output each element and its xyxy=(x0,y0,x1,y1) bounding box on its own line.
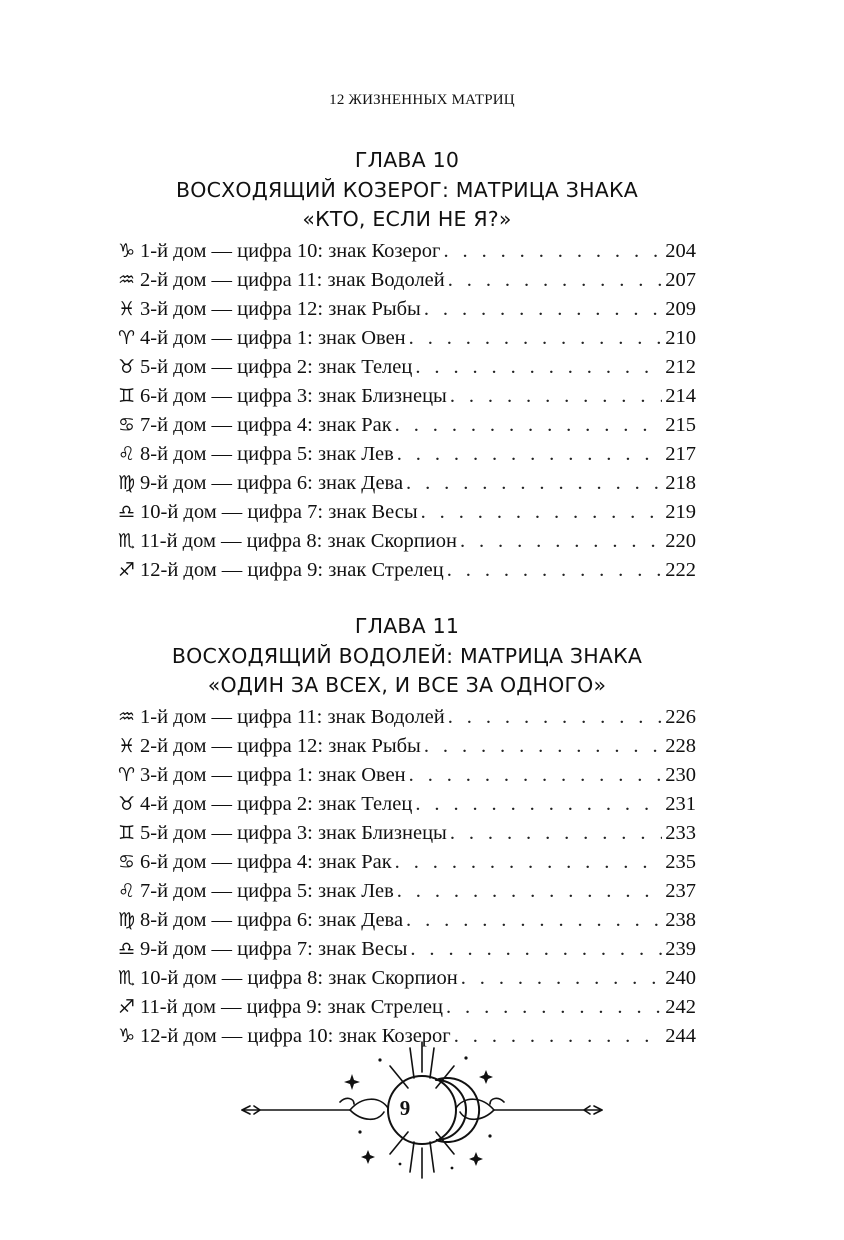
toc-entry-page: 242 xyxy=(665,995,696,1018)
gemini-icon: ♊ xyxy=(118,821,136,844)
toc-entry[interactable] xyxy=(118,964,696,993)
chapter-label: ГЛАВА 11 xyxy=(354,614,460,638)
chapter-label: ГЛАВА 10 xyxy=(354,148,460,172)
toc-entry-page: 230 xyxy=(665,763,696,786)
toc-entry-title: 8-й дом — цифра 6: знак Дева xyxy=(140,908,404,931)
toc-entry-page: 210 xyxy=(665,326,696,349)
toc-entry-title: 2-й дом — цифра 12: знак Рыбы xyxy=(140,734,421,757)
toc-entry[interactable] xyxy=(118,469,696,498)
toc-entry-title: 10-й дом — цифра 7: знак Весы xyxy=(140,500,418,523)
pisces-icon: ♓ xyxy=(118,734,136,757)
chapter-title: ВОСХОДЯЩИЙ ВОДОЛЕЙ: МАТРИЦА ЗНАКА xyxy=(171,643,643,668)
toc-entry[interactable] xyxy=(118,848,696,877)
toc-entry[interactable] xyxy=(118,732,696,761)
dot-leader xyxy=(443,237,662,266)
dot-leader xyxy=(415,790,662,819)
toc-entry[interactable] xyxy=(118,877,696,906)
toc-entry-title: 8-й дом — цифра 5: знак Лев xyxy=(140,442,394,465)
toc-entry-page: 238 xyxy=(665,908,696,931)
chapter-subtitle: «ОДИН ЗА ВСЕХ, И ВСЕ ЗА ОДНОГО» xyxy=(207,673,607,697)
dot-leader xyxy=(424,295,662,324)
dot-leader xyxy=(395,848,663,877)
libra-icon: ♎ xyxy=(118,937,136,960)
toc-entry-page: 218 xyxy=(665,471,696,494)
dot-leader xyxy=(448,703,663,732)
pisces-icon: ♓ xyxy=(118,297,136,320)
toc-entry[interactable] xyxy=(118,440,696,469)
page-number: 9 xyxy=(399,1096,411,1120)
aries-icon: ♈ xyxy=(118,763,136,786)
dot-leader xyxy=(450,819,662,848)
toc-entry[interactable] xyxy=(118,703,696,732)
toc-entry-page: 226 xyxy=(665,705,696,728)
dot-leader xyxy=(450,382,662,411)
dot-leader xyxy=(448,266,663,295)
toc-entry-title: 5-й дом — цифра 2: знак Телец xyxy=(140,355,413,378)
chapter-11 xyxy=(118,612,696,1051)
toc-entry-page: 209 xyxy=(665,297,696,320)
dot-leader xyxy=(460,527,662,556)
toc-entry[interactable] xyxy=(118,761,696,790)
toc-entry-page: 219 xyxy=(665,500,696,523)
cancer-icon: ♋ xyxy=(118,413,136,436)
toc-entry-title: 4-й дом — цифра 2: знак Телец xyxy=(140,792,413,815)
toc-entry-title: 7-й дом — цифра 4: знак Рак xyxy=(140,413,392,436)
dot-leader xyxy=(397,440,663,469)
toc-entry-title: 12-й дом — цифра 10: знак Козерог xyxy=(140,1024,451,1047)
dot-leader xyxy=(406,906,662,935)
toc-entry[interactable] xyxy=(118,790,696,819)
toc-entry-title: 11-й дом — цифра 9: знак Стрелец xyxy=(140,995,443,1018)
toc-entry-title: 6-й дом — цифра 4: знак Рак xyxy=(140,850,392,873)
toc-entry-page: 244 xyxy=(665,1024,696,1047)
toc-entry-title: 9-й дом — цифра 6: знак Дева xyxy=(140,471,404,494)
aries-icon: ♈ xyxy=(118,326,136,349)
toc-entry-page: 215 xyxy=(665,413,696,436)
running-head: 12 ЖИЗНЕННЫХ МАТРИЦ xyxy=(329,92,515,108)
toc-entry-page: 212 xyxy=(665,355,696,378)
chapter-title: ВОСХОДЯЩИЙ КОЗЕРОГ: МАТРИЦА ЗНАКА xyxy=(176,177,638,202)
aquarius-icon: ♒ xyxy=(118,268,136,291)
toc-entry-title: 5-й дом — цифра 3: знак Близнецы xyxy=(140,821,447,844)
toc-list xyxy=(118,237,696,585)
toc-entry-page: 237 xyxy=(665,879,696,902)
scorpio-icon: ♏ xyxy=(118,966,136,989)
toc-entry-title: 10-й дом — цифра 8: знак Скорпион xyxy=(140,966,458,989)
dot-leader xyxy=(446,993,662,1022)
toc-entry-page: 228 xyxy=(665,734,696,757)
toc-entry-title: 6-й дом — цифра 3: знак Близнецы xyxy=(140,384,447,407)
dot-leader xyxy=(415,353,662,382)
virgo-icon: ♍ xyxy=(118,908,136,931)
toc-entry[interactable] xyxy=(118,266,696,295)
dot-leader xyxy=(424,732,662,761)
toc-entry-page: 217 xyxy=(665,442,696,465)
toc-entry-page: 204 xyxy=(665,239,696,262)
dot-leader xyxy=(409,761,663,790)
dot-leader xyxy=(395,411,663,440)
toc-entry[interactable] xyxy=(118,237,696,266)
toc-entry-page: 214 xyxy=(665,384,696,407)
toc-entry[interactable] xyxy=(118,556,696,585)
toc-entry-page: 240 xyxy=(665,966,696,989)
dot-leader xyxy=(421,498,663,527)
toc-entry-title: 3-й дом — цифра 12: знак Рыбы xyxy=(140,297,421,320)
dot-leader xyxy=(406,469,662,498)
sagittarius-icon: ♐ xyxy=(118,995,136,1018)
chapter-10 xyxy=(118,146,696,585)
toc-entry[interactable] xyxy=(118,498,696,527)
dot-leader xyxy=(447,556,663,585)
aquarius-icon: ♒ xyxy=(118,705,136,728)
toc-entry[interactable] xyxy=(118,819,696,848)
toc-entry[interactable] xyxy=(118,324,696,353)
sagittarius-icon: ♐ xyxy=(118,558,136,581)
toc-entry[interactable] xyxy=(118,411,696,440)
toc-list xyxy=(118,703,696,1051)
leo-icon: ♌ xyxy=(118,442,136,465)
toc-entry-page: 233 xyxy=(665,821,696,844)
dot-leader xyxy=(410,935,662,964)
toc-entry-page: 222 xyxy=(665,558,696,581)
dot-leader xyxy=(397,877,663,906)
toc-entry-page: 220 xyxy=(665,529,696,552)
toc-entry[interactable] xyxy=(118,295,696,324)
toc-entry-title: 7-й дом — цифра 5: знак Лев xyxy=(140,879,394,902)
dot-leader xyxy=(461,964,663,993)
capricorn-icon: ♑ xyxy=(118,1024,136,1047)
toc-entry-title: 1-й дом — цифра 10: знак Козерог xyxy=(140,239,441,262)
toc-entry-title: 9-й дом — цифра 7: знак Весы xyxy=(140,937,408,960)
capricorn-icon: ♑ xyxy=(118,239,136,262)
toc-entry-title: 4-й дом — цифра 1: знак Овен xyxy=(140,326,406,349)
gemini-icon: ♊ xyxy=(118,384,136,407)
toc-entry-title: 11-й дом — цифра 8: знак Скорпион xyxy=(140,529,457,552)
toc-entry-page: 207 xyxy=(665,268,696,291)
toc-entry-title: 2-й дом — цифра 11: знак Водолей xyxy=(140,268,445,291)
taurus-icon: ♉ xyxy=(118,792,136,815)
toc-entry[interactable] xyxy=(118,527,696,556)
chapter-subtitle: «КТО, ЕСЛИ НЕ Я?» xyxy=(302,207,512,231)
leo-icon: ♌ xyxy=(118,879,136,902)
toc-entry-page: 231 xyxy=(665,792,696,815)
toc-entry[interactable] xyxy=(118,353,696,382)
scorpio-icon: ♏ xyxy=(118,529,136,552)
cancer-icon: ♋ xyxy=(118,850,136,873)
libra-icon: ♎ xyxy=(118,500,136,523)
toc-entry-page: 239 xyxy=(665,937,696,960)
toc-entry[interactable] xyxy=(118,993,696,1022)
taurus-icon: ♉ xyxy=(118,355,136,378)
toc-entry[interactable] xyxy=(118,935,696,964)
toc-entry-page: 235 xyxy=(665,850,696,873)
virgo-icon: ♍ xyxy=(118,471,136,494)
toc-entry[interactable] xyxy=(118,382,696,411)
toc-entry-title: 1-й дом — цифра 11: знак Водолей xyxy=(140,705,445,728)
toc-entry[interactable] xyxy=(118,906,696,935)
toc-entry-title: 12-й дом — цифра 9: знак Стрелец xyxy=(140,558,444,581)
toc-entry-title: 3-й дом — цифра 1: знак Овен xyxy=(140,763,406,786)
dot-leader xyxy=(409,324,663,353)
